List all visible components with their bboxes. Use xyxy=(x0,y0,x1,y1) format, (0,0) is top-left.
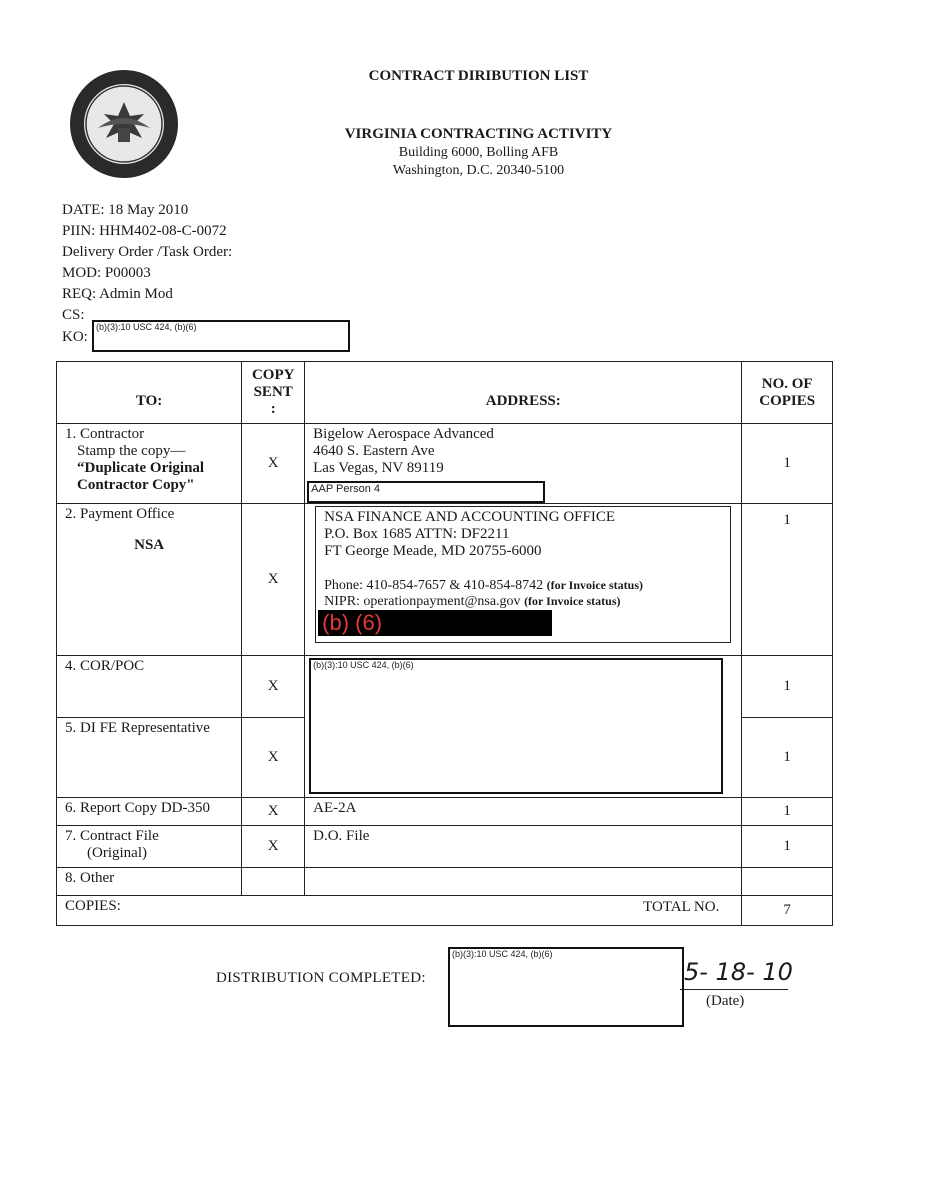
agency-address-line2: Washington, D.C. 20340-5100 xyxy=(392,163,565,178)
row2-to-line1: 2. Payment Office xyxy=(65,506,175,522)
row5-to: 5. DI FE Representative xyxy=(57,718,242,798)
row2-address xyxy=(305,504,742,656)
row1-to-line2: Stamp the copy— xyxy=(77,443,186,459)
row6-to: 6. Report Copy DD-350 xyxy=(57,798,242,826)
document-title: CONTRACT DIRIBUTION LIST xyxy=(368,68,589,84)
header-address: ADDRESS: xyxy=(305,362,742,424)
row2-redaction-bar: (b) (6) xyxy=(318,610,552,636)
header-to: TO: xyxy=(57,362,242,424)
row1-addr-line3: Las Vegas, NV 89119 xyxy=(313,460,444,476)
distribution-completed-label: DISTRIBUTION COMPLETED: xyxy=(216,970,426,986)
row2-nipr: NIPR: operationpayment@nsa.gov xyxy=(324,594,521,609)
table-row xyxy=(57,868,833,896)
header-copy-sent xyxy=(242,362,305,424)
row5-sent: X xyxy=(242,718,305,798)
row7-copies: 1 xyxy=(742,826,833,868)
table-row xyxy=(57,798,833,826)
row2-addr-line2: P.O. Box 1685 ATTN: DF2211 xyxy=(324,526,510,542)
row8-to: 8. Other xyxy=(57,868,242,896)
row4-5-address xyxy=(305,656,742,798)
date-label: (Date) xyxy=(706,993,745,1009)
row2-nipr-line xyxy=(324,594,722,610)
row1-copies: 1 xyxy=(742,424,833,504)
meta-cs: CS: xyxy=(62,307,85,323)
row1-sent: X xyxy=(242,424,305,504)
table-row xyxy=(57,504,833,656)
row2-addr-line3: FT George Meade, MD 20755-6000 xyxy=(324,543,542,559)
row8-address xyxy=(305,868,742,896)
row8-copies xyxy=(742,868,833,896)
row5-copies: 1 xyxy=(742,718,833,798)
row1-to-line1: 1. Contractor xyxy=(65,426,145,442)
header-copies: NO. OF COPIES xyxy=(742,362,833,424)
row7-sent: X xyxy=(242,826,305,868)
row6-sent: X xyxy=(242,798,305,826)
row2-phone-note: (for Invoice status) xyxy=(546,578,644,592)
agency-address-line1: Building 6000, Bolling AFB xyxy=(398,145,559,160)
footer-total-label: TOTAL NO. xyxy=(643,899,720,915)
row8-sent xyxy=(242,868,305,896)
row1-to-bold: “Duplicate Original Contractor Copy" xyxy=(77,460,205,493)
row1-address xyxy=(305,424,742,504)
table-row xyxy=(57,656,833,718)
handwritten-date: 5- 18- 10 xyxy=(684,958,793,986)
row7-to xyxy=(57,826,242,868)
row1-to xyxy=(57,424,242,504)
footer-copies-label: COPIES: xyxy=(65,898,121,914)
table-footer-row xyxy=(57,896,833,926)
table-header-row xyxy=(57,362,833,424)
row1-redaction-box xyxy=(307,481,545,503)
agency-name: VIRGINIA CONTRACTING ACTIVITY xyxy=(344,126,613,142)
row4-to: 4. COR/POC xyxy=(57,656,242,718)
row2-addr-line1: NSA FINANCE AND ACCOUNTING OFFICE xyxy=(324,509,616,525)
meta-date: DATE: 18 May 2010 xyxy=(62,202,189,218)
row6-address: AE-2A xyxy=(305,798,742,826)
row1-addr-line2: 4640 S. Eastern Ave xyxy=(313,443,435,459)
row1-redaction-label: AAP Person 4 xyxy=(311,483,381,495)
date-signature-line xyxy=(680,989,788,990)
row6-copies: 1 xyxy=(742,798,833,826)
row1-addr-line1: Bigelow Aerospace Advanced xyxy=(313,426,494,442)
row2-to xyxy=(57,504,242,656)
row7-to-line1: 7. Contract File xyxy=(65,828,159,844)
table-row xyxy=(57,826,833,868)
row2-to-bold: NSA xyxy=(134,537,165,553)
row4-copies: 1 xyxy=(742,656,833,718)
row2-phone: Phone: 410-854-7657 & 410-854-8742 xyxy=(324,578,544,593)
header-copy-sent-label: COPY SENT : xyxy=(251,367,295,417)
row7-to-line2: (Original) xyxy=(87,845,147,861)
row2-copies: 1 xyxy=(742,504,833,656)
row2-address-box xyxy=(315,506,731,643)
row4-redaction-label: (b)(3):10 USC 424, (b)(6) xyxy=(313,660,414,670)
row4-redaction-box xyxy=(309,658,723,794)
row7-address: D.O. File xyxy=(305,826,742,868)
table-row xyxy=(57,424,833,504)
meta-mod: MOD: P00003 xyxy=(62,265,151,281)
footer-total-value: 7 xyxy=(742,896,833,926)
meta-req: REQ: Admin Mod xyxy=(62,286,173,302)
distribution-redaction-label: (b)(3):10 USC 424, (b)(6) xyxy=(452,949,553,959)
meta-ko: KO: xyxy=(62,329,88,345)
row2-sent: X xyxy=(242,504,305,656)
row4-sent: X xyxy=(242,656,305,718)
ko-redaction-box xyxy=(92,320,350,352)
distribution-table xyxy=(56,361,833,926)
row2-phone-line xyxy=(324,578,722,594)
meta-piin: PIIN: HHM402-08-C-0072 xyxy=(62,223,227,239)
row2-nipr-note: (for Invoice status) xyxy=(524,594,621,608)
meta-delivery-order: Delivery Order /Task Order: xyxy=(62,244,233,260)
footer-copies-cell xyxy=(57,896,742,926)
distribution-redaction-box xyxy=(448,947,684,1027)
ko-redaction-label: (b)(3):10 USC 424, (b)(6) xyxy=(96,322,197,332)
